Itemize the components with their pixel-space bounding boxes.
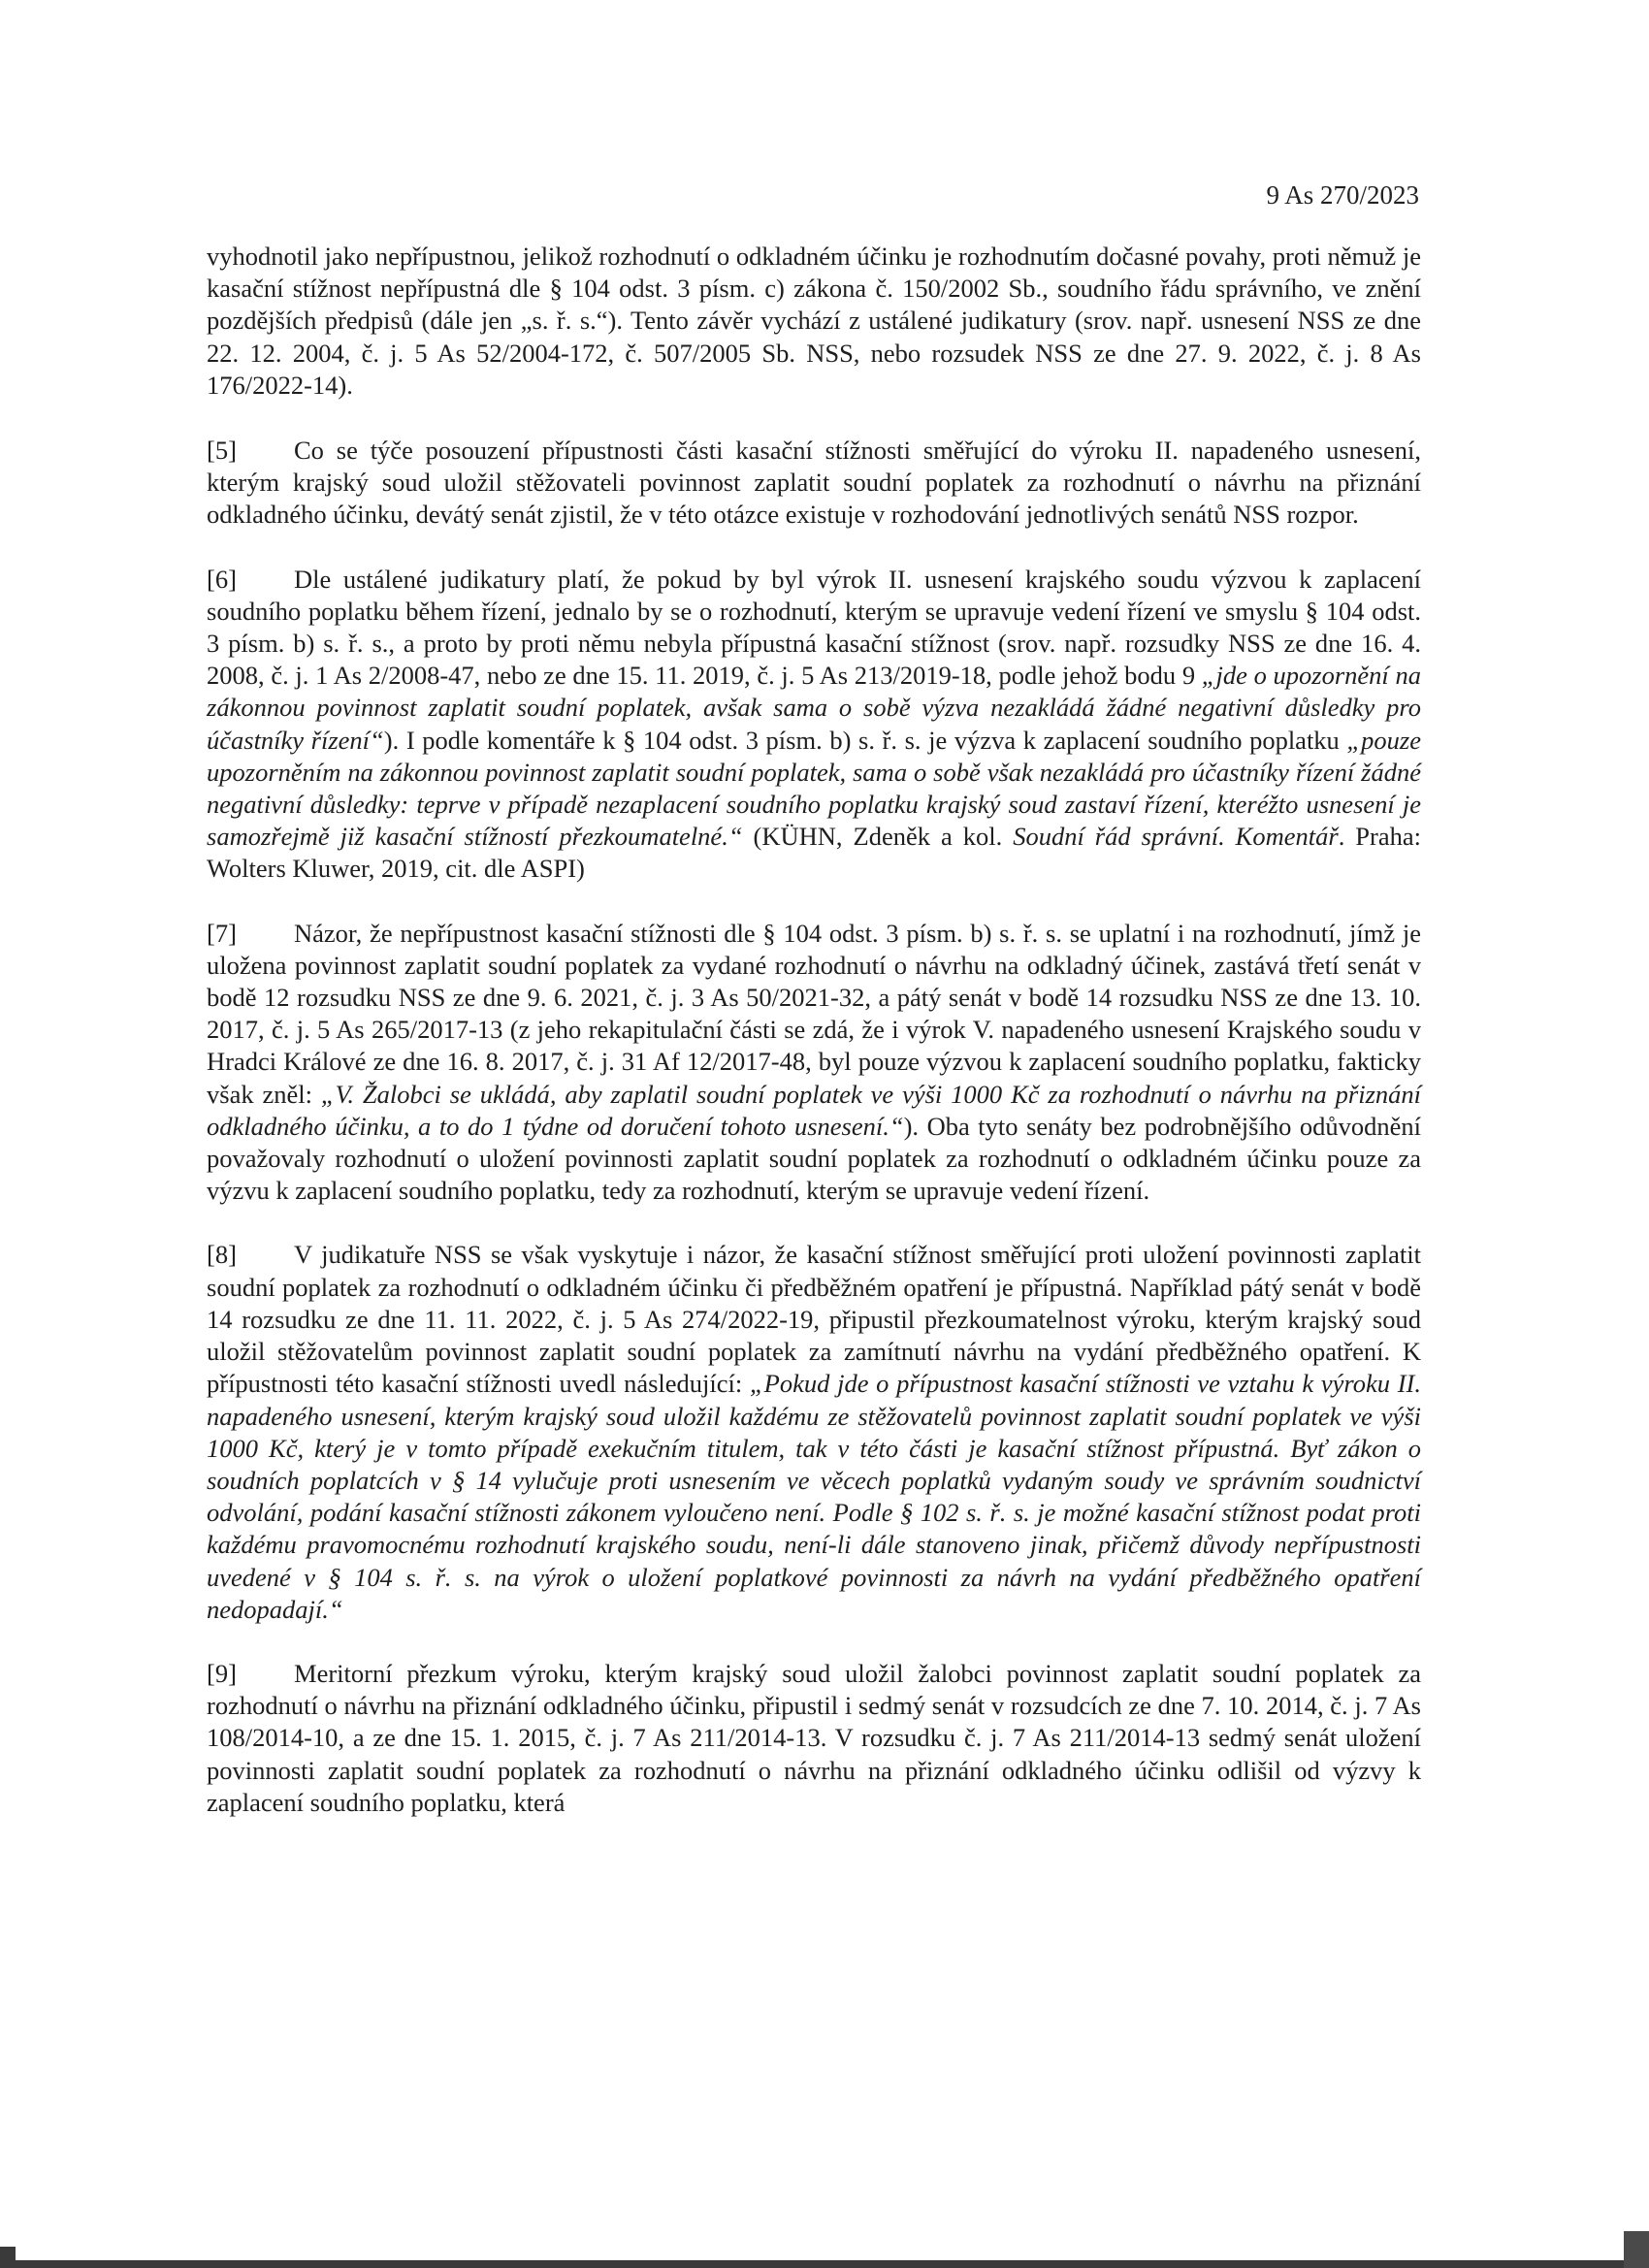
paragraph-text: V judikatuře NSS se však vyskytuje i názor, že kasační stížnost směřující proti uložení povinnosti zaplatit soudní poplatek za rozhodnutí o odkladném účinku či předběžném opatření je přípustná. Například pátý senát v bodě 14 rozsudku ze dne 11. 11. 2022, č. j. 5 As 274/2022-19, připustil přezkoumatelnost výroku, kterým krajský soud uložil stěžovatelům povinnost zaplatit soudní poplatek za zamítnutí návrhu na vydání předběžného opatření. K přípustnosti této kasační stížnosti uvedl následující: xyxy=(207,1240,1421,1399)
scan-border-bottom xyxy=(0,2260,1649,2268)
paragraph-8 xyxy=(207,1239,1421,1625)
paragraph-number: [5] xyxy=(207,436,237,466)
paragraph-number: [7] xyxy=(207,918,237,948)
paragraph-text: (KÜHN, Zdeněk a kol. xyxy=(742,822,1014,852)
paragraph-continuation xyxy=(207,241,1421,402)
paragraph-text: vyhodnotil jako nepřípustnou, jelikož rozhodnutí o odkladném účinku je rozhodnutím dočasné povahy, proti němuž je kasační stížnost nepřípustná dle § 104 odst. 3 písm. c) zákona č. 150/2002 Sb., soudního řádu správního, ve znění pozdějších předpisů (dále jen „s. ř. s.“). Tento závěr vychází z ustálené judikatury (srov. např. usnesení NSS ze dne 22. 12. 2004, č. j. 5 As 52/2004-172, č. 507/2005 Sb. NSS, nebo rozsudek NSS ze dne 27. 9. 2022, č. j. 8 As 176/2022-14). xyxy=(207,242,1421,400)
paragraph-6 xyxy=(207,564,1421,886)
paragraph-number: [6] xyxy=(207,564,237,594)
quotation: „pouze upozorněním na zákonnou povinnost zaplatit soudní poplatek, sama o sobě však nezakládá pro účastníky řízení žádné negativní důsledky: teprve v případě nezaplacení soudního poplatku krajský soud zastaví řízení, kteréžto usnesení je samozřejmě již kasační stížností přezkoumatelné.“ xyxy=(207,725,1421,852)
paragraph-text: ). Oba tyto senáty bez podrobnějšího odůvodnění považovaly rozhodnutí o uložení povinnosti zaplatit soudní poplatek za rozhodnutí o odkladném účinku pouze za výzvu k zaplacení soudního poplatku, tedy za rozhodnutí, kterým se upravuje vedení řízení. xyxy=(207,1111,1421,1206)
paragraph-text: Názor, že nepřípustnost kasační stížnosti dle § 104 odst. 3 písm. b) s. ř. s. se uplatní i na rozhodnutí, jímž je uložena povinnost zaplatit soudní poplatek za vydané rozhodnutí o návrhu na odkladný účinek, zastává třetí senát v bodě 12 rozsudku NSS ze dne 9. 6. 2021, č. j. 3 As 50/2021-32, a pátý senát v bodě 14 rozsudku NSS ze dne 13. 10. 2017, č. j. 5 As 265/2017-13 (z jeho rekapitulační části se zdá, že i výrok V. napadeného usnesení Krajského soudu v Hradci Králové ze dne 16. 8. 2017, č. j. 31 Af 12/2017-48, byl pouze výzvou k zaplacení soudního poplatku, fakticky však zněl: xyxy=(207,918,1421,1109)
paragraph-text: ). I podle komentáře k § 104 odst. 3 písm. b) s. ř. s. je výzva k zaplacení soudního poplatku xyxy=(383,725,1347,755)
paragraph-text: Meritorní přezkum výroku, kterým krajský soud uložil žalobci povinnost zaplatit soudní poplatek za rozhodnutí o návrhu na přiznání odkladného účinku, připustil i sedmý senát v rozsudcích ze dne 7. 10. 2014, č. j. 7 As 108/2014-10, a ze dne 15. 1. 2015, č. j. 7 As 211/2014-13. V rozsudku č. j. 7 As 211/2014-13 sedmý senát uložení povinnosti zaplatit soudní poplatek za rozhodnutí o návrhu na přiznání odkladného účinku odlišil od výzvy k zaplacení soudního poplatku, která xyxy=(207,1658,1421,1817)
paragraph-7 xyxy=(207,918,1421,1208)
paragraph-5 xyxy=(207,435,1421,532)
paragraph-text: Dle ustálené judikatury platí, že pokud by byl výrok II. usnesení krajského soudu výzvou k zaplacení soudního poplatku během řízení, jednalo by se o rozhodnutí, kterým se upravuje vedení řízení ve smyslu § 104 odst. 3 písm. b) s. ř. s., a proto by proti němu nebyla přípustná kasační stížnost (srov. např. rozsudky NSS ze dne 16. 4. 2008, č. j. 1 As 2/2008-47, nebo ze dne 15. 11. 2019, č. j. 5 As 213/2019-18, podle jehož bodu 9 xyxy=(207,564,1421,691)
scan-corner-right xyxy=(1624,2231,1649,2268)
quotation: „jde o upozornění na zákonnou povinnost zaplatit soudní poplatek, avšak sama o sobě výzva nezakládá žádné negativní důsledky pro účastníky řízení“ xyxy=(207,661,1421,755)
paragraph-text: . Praha: Wolters Kluwer, 2019, cit. dle ASPI) xyxy=(207,822,1421,884)
paragraph-number: [8] xyxy=(207,1240,237,1270)
scan-corner-left xyxy=(0,2247,16,2268)
quotation: „Pokud jde o přípustnost kasační stížnosti ve vztahu k výroku II. napadeného usnesení, kterým krajský soud uložil každému ze stěžovatelů povinnost zaplatit soudní poplatek ve výši 1000 Kč, který je v tomto případě exekučním titulem, tak v této části je kasační stížnost přípustná. Byť zákon o soudních poplatcích v § 14 vylučuje proti usnesením ve věcech poplatků vydaným soudy ve správním soudnictví odvolání, podání kasační stížnosti zákonem vyloučeno není. Podle § 102 s. ř. s. je možné kasační stížnost podat proti každému pravomocnému rozhodnutí krajského soudu, není-li dále stanoveno jinak, přičemž důvody nepřípustnosti uvedené v § 104 s. ř. s. na výrok o uložení poplatkové povinnosti za návrh na vydání předběžného opatření nedopadají.“ xyxy=(207,1369,1421,1624)
quotation: „V. Žalobci se ukládá, aby zaplatil soudní poplatek ve výši 1000 Kč za rozhodnutí o návrhu na přiznání odkladného účinku, a to do 1 týdne od doručení tohoto usnesení.“ xyxy=(207,1079,1422,1141)
case-number-header: 9 As 270/2023 xyxy=(1266,180,1419,210)
document-body xyxy=(207,241,1421,1851)
paragraph-number: [9] xyxy=(207,1658,237,1688)
paragraph-text: Co se týče posouzení přípustnosti části kasační stížnosti směřující do výroku II. napadeného usnesení, kterým krajský soud uložil stěžovateli povinnost zaplatit soudní poplatek za rozhodnutí o návrhu na přiznání odkladného účinku, devátý senát zjistil, že v této otázce existuje v rozhodování jednotlivých senátů NSS rozpor. xyxy=(207,436,1421,530)
paragraph-9 xyxy=(207,1658,1421,1819)
citation-title: Soudní řád správní. Komentář xyxy=(1013,822,1339,852)
